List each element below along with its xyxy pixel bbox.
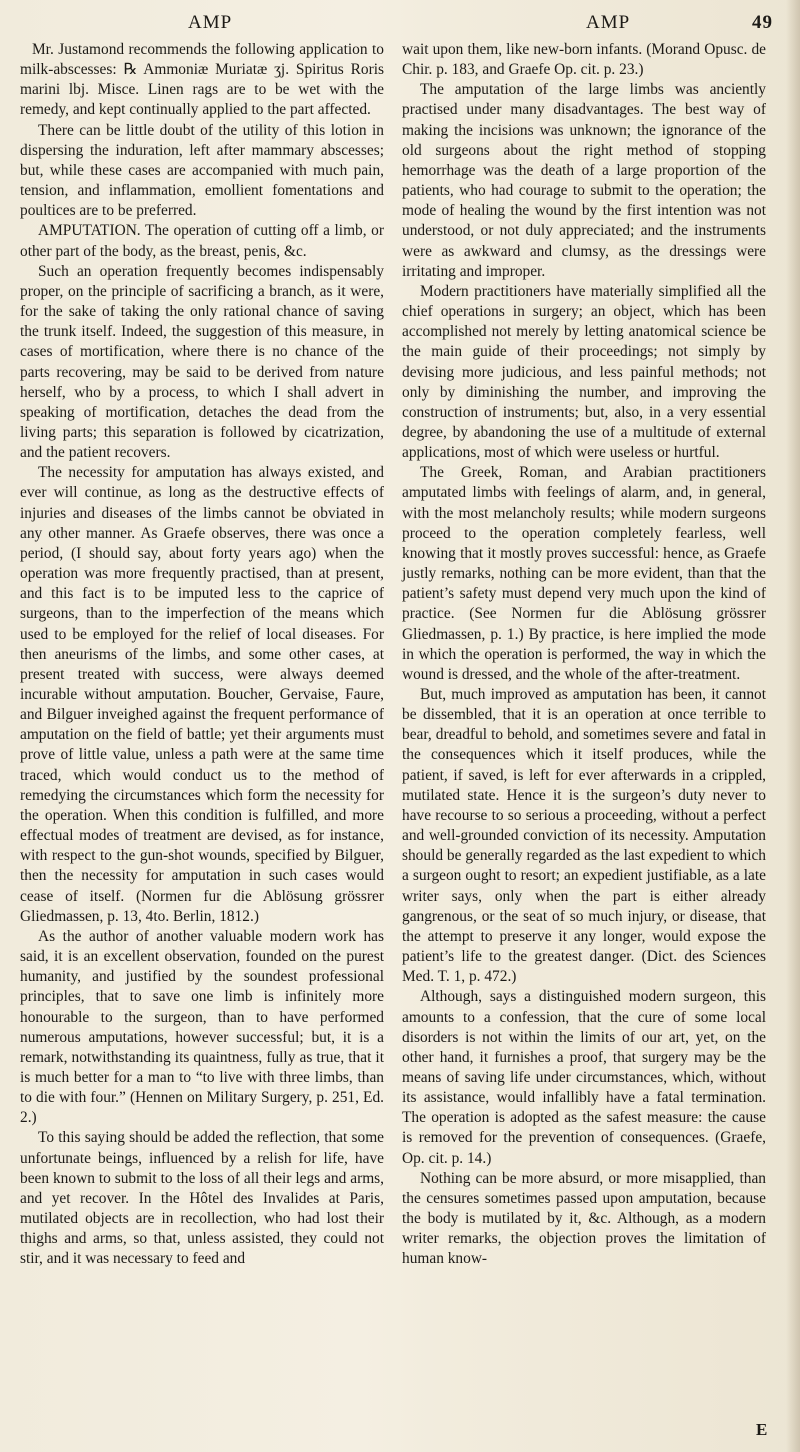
left-running-head: AMP	[188, 12, 233, 33]
paragraph-greek-roman-arabian: The Greek, Roman, and Arabian practitioners amputated limbs with feelings of alarm, and, in general, with the most melancholy results; while modern surgeons proceed to the operation completely fearless, well knowing that it mostly proves successful: hence, as Graefe justly remarks, nothing can be more evident, than that the patient’s safety must depend very much upon the kind of practice. (See Normen fur die Ablösung grössrer Gliedmassen, p. 1.) By practice, is here implied the mode in which the operation is performed, the way in which the wound is dressed, and the whole of the after-treatment.	[402, 464, 766, 683]
paragraph-amputation-definition: AMPUTATION. The operation of cutting off a limb, or other part of the body, as the breast, penis, &c.	[20, 222, 384, 260]
right-running-head: AMP	[586, 12, 631, 33]
paragraph-ancient-practice: The amputation of the large limbs was anciently practised under many disadvantages. The best way of making the incisions was unknown; the ignorance of the old surgeons about the right method of stopping hemorrhage was the death of a large proportion of the patients, who had courage to submit to the operation; the mode of healing the wound by the first intention was not understood, or not duly appreciated; and the instruments were as awkward and clumsy, as the dressings were irritating and improper.	[402, 81, 766, 280]
running-header	[0, 4, 800, 44]
paragraph-modern-practitioners: Modern practitioners have materially simplified all the chief operations in surgery; an object, which has been accomplished not merely by letting anatomical science be the main guide of their proceedings; not simply by devising more judicious, and less painful methods; not only by diminishing the number, and improving the construction of instruments; but, also, in a very essential degree, by abandoning the use of a multitude of external applications, most of which were useless or hurtful.	[402, 282, 766, 462]
right-column	[402, 40, 766, 1270]
page-edge-shadow	[786, 0, 800, 1452]
paragraph-continued-infants: wait upon them, like new-born infants. (Morand Opusc. de Chir. p. 183, and Graefe Op. cit. p. 23.)	[402, 41, 766, 79]
left-column	[20, 40, 384, 1270]
paragraph-lotion-utility: There can be little doubt of the utility of this lotion in dispersing the induration, left after mammary abscesses; but, while these cases are accompanied with much pain, tension, and inflammation, emollient fomentations and poultices are to be preferred.	[20, 121, 384, 220]
page-number: 49	[752, 12, 773, 33]
signature-mark: E	[756, 1420, 768, 1439]
paragraph-distinguished-surgeon: Although, says a distinguished modern surgeon, this amounts to a confession, that the cure of some local disorders is not within the limits of our art, yet, on the other hand, it furnishes a proof, that surgery may be the means of saving life under circumstances, which, without its assistance, would infallibly have a fatal termination. The operation is adopted as the safest measure: the cause is removed for the prevention of consequences. (Graefe, Op. cit. p. 14.)	[402, 988, 766, 1167]
paragraph-nothing-more-absurd: Nothing can be more absurd, or more misapplied, than the censures sometimes passed upon amputation, because the body is mutilated by it, &c. Although, as a modern writer remarks, the objection proves the limitation of human know-	[402, 1169, 766, 1268]
paragraph-amputation-indispensable: Such an operation frequently becomes indispensably proper, on the principle of sacrificing a branch, as it were, for the sake of taking the only rational chance of saving the trunk itself. Indeed, the suggestion of this measure, in cases of mortification, where there is no chance of the parts recovering, may be said to be derived from nature herself, who by a process, to which I shall advert in speaking of mortification, detaches the dead from the living parts; this separation is followed by cicatrization, and the patient recovers.	[20, 262, 384, 462]
paragraph-necessity-for-amputation: The necessity for amputation has always existed, and ever will continue, as long as the destructive effects of injuries and diseases of the limbs cannot be obviated in any other manner. As Graefe observes, there was once a period, (I should say, about forty years ago) when the operation was more frequently practised, than at present, and this fact is to be imputed less to the caprice of surgeons, than to the imperfection of the means which used to be employed for the relief of local diseases. For then aneurisms of the limbs, and some other cases, at present treated with success, were always deemed incurable without amputation. Boucher, Gervaise, Faure, and Bilguer inveighed against the frequent performance of amputation on the field of battle; yet their arguments must prove of little value, unless a path were at the same time traced, which would conduct us to the method of remedying the circumstances which form the necessity for the operation. When this condition is fulfilled, and more effectual modes of treatment are devised, as for instance, with respect to the gun-shot wounds, specified by Bilguer, then the necessity for amputation in such cases would cease of itself. (Normen fur die Ablösung grössrer Gliedmassen, p. 13, 4to. Berlin, 1812.)	[20, 464, 384, 925]
paragraph-save-one-limb: As the author of another valuable modern work has said, it is an excellent observation, founded on the purest humanity, and justified by the soundest professional principles, that to save one limb is infinitely more honourable to the surgeon, than to have performed numerous amputations, however successful; but, it is a remark, notwithstanding its quaintness, fully as true, that it is much better for a man to “to live with three limbs, than to die with four.” (Hennen on Military Surgery, p. 251, Ed. 2.)	[20, 927, 384, 1127]
paragraph-much-improved: But, much improved as amputation has been, it cannot be dissembled, that it is an operation at once terrible to bear, dreadful to behold, and sometimes severe and fatal in the consequences which it itself produces, while the patient, if saved, is left for ever afterwards in a crippled, mutilated state. Hence it is the surgeon’s duty never to have recourse to so serious a proceeding, without a perfect and well-grounded conviction of its necessity. Amputation should be generally regarded as the last expedient to which a surgeon ought to resort; an expedient justifiable, as a late writer says, only when the part is either already gangrenous, or the seat of so much injury, or disease, that the attempt to preserve it any longer, would expose the patient’s life to the greatest danger. (Dict. des Sciences Med. T. 1, p. 472.)	[402, 686, 766, 986]
paragraph-milk-abscess-remedy: Mr. Justamond recommends the following application to milk-abscesses: ℞ Ammoniæ Muriatæ ʒj. Spiritus Roris marini lbj. Misce. Linen rags are to be wet with the remedy, and kept continually applied to the part affected.	[20, 41, 384, 119]
paragraph-hotel-des-invalides: To this saying should be added the reflection, that some unfortunate beings, influenced by a relish for life, have been known to submit to the loss of all their legs and arms, and yet recover. In the Hôtel des Invalides at Paris, mutilated objects are in recollection, who had lost their thighs and arms, so that, unless assisted, they could not stir, and it was necessary to feed and	[20, 1129, 384, 1268]
